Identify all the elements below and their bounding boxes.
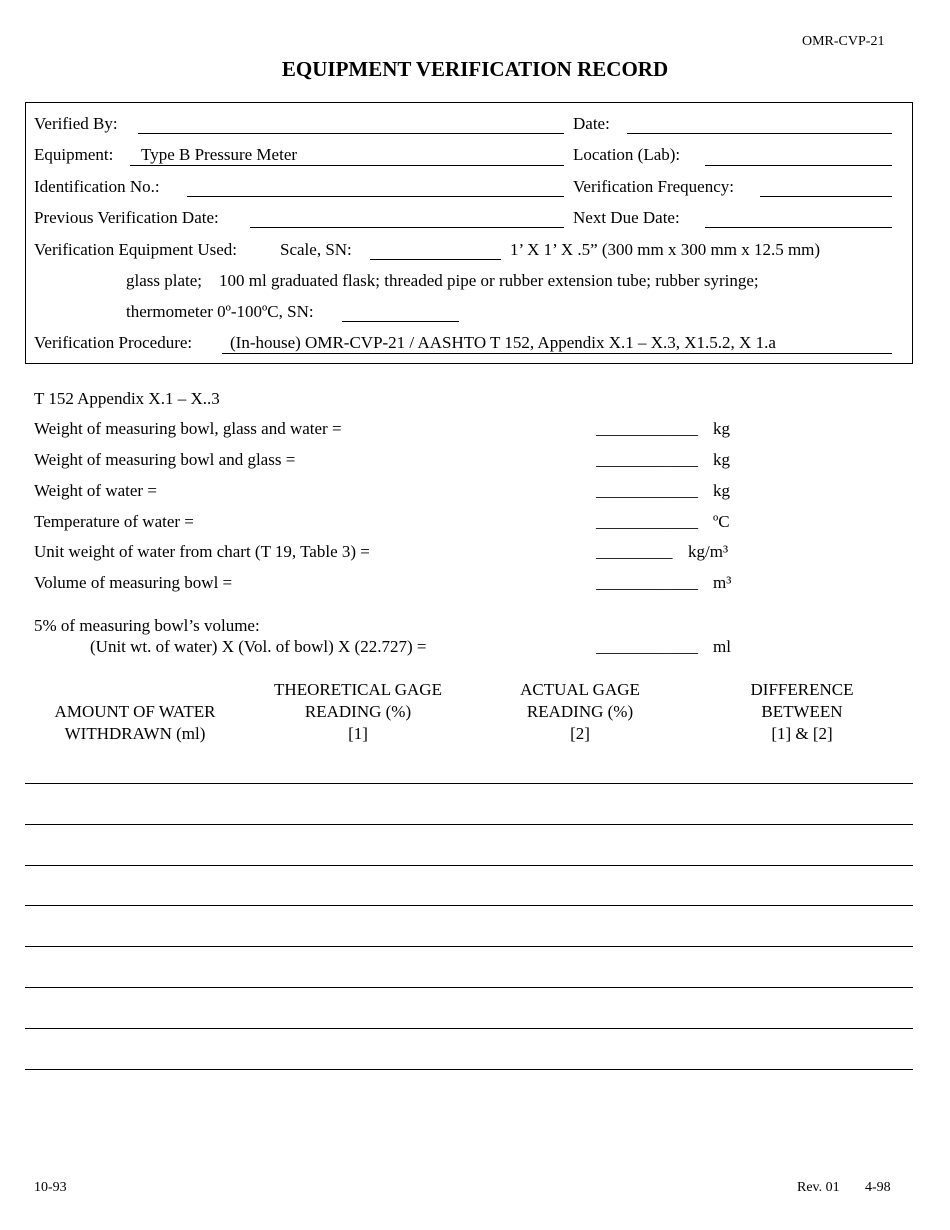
formula-label: (Unit wt. of water) X (Vol. of bowl) X (22.727) = bbox=[90, 637, 427, 656]
scale-sn-field[interactable] bbox=[370, 259, 501, 260]
column-header-line: AMOUNT OF WATER bbox=[54, 702, 216, 721]
location-label: Location (Lab): bbox=[573, 145, 681, 164]
calc-row-unit: ºC bbox=[713, 512, 730, 531]
calc-row-label: Weight of water = bbox=[34, 481, 157, 500]
calc-section-title: T 152 Appendix X.1 – X..3 bbox=[34, 389, 220, 408]
next-due-field[interactable] bbox=[705, 227, 892, 228]
column-header-line: READING (%) bbox=[526, 702, 634, 721]
verified-by-label: Verified By: bbox=[34, 114, 118, 133]
procedure-value[interactable]: (In-house) OMR-CVP-21 / AASHTO T 152, Appendix X.1 – X.3, X1.5.2, X 1.a bbox=[230, 333, 776, 352]
column-header-amount-withdrawn bbox=[30, 679, 240, 745]
column-header-line: ACTUAL GAGE bbox=[520, 680, 640, 699]
column-header-difference bbox=[702, 679, 902, 745]
equipment-label: Equipment: bbox=[34, 145, 114, 164]
equipment-used-line2: glass plate; 100 ml graduated flask; threaded pipe or rubber extension tube; rubber syringe; bbox=[126, 271, 759, 290]
calc-row-unit: kg bbox=[713, 481, 730, 500]
column-header-line: THEORETICAL GAGE bbox=[274, 680, 442, 699]
equipment-used-line3: thermometer 0º-100ºC, SN: bbox=[126, 302, 314, 321]
identification-label: Identification No.: bbox=[34, 177, 160, 196]
percent-volume-label: 5% of measuring bowl’s volume: bbox=[34, 616, 260, 635]
equipment-value[interactable]: Type B Pressure Meter bbox=[141, 145, 298, 164]
footer-left-code: 10-93 bbox=[34, 1180, 67, 1195]
table-row[interactable] bbox=[25, 865, 913, 866]
calc-row-blank[interactable]: _________ bbox=[596, 542, 673, 561]
header-info-box bbox=[25, 102, 913, 364]
document-code: OMR-CVP-21 bbox=[802, 34, 885, 49]
column-header-line: BETWEEN bbox=[761, 702, 843, 721]
thermometer-sn-field[interactable] bbox=[342, 321, 459, 322]
page-title: EQUIPMENT VERIFICATION RECORD bbox=[281, 57, 669, 81]
column-header-line: DIFFERENCE bbox=[750, 680, 854, 699]
calc-row-blank[interactable]: ____________ bbox=[596, 419, 698, 438]
calc-row-label: Weight of measuring bowl and glass = bbox=[34, 450, 296, 469]
identification-field[interactable] bbox=[187, 196, 564, 197]
table-row[interactable] bbox=[25, 946, 913, 947]
footer-revision-date: 4-98 bbox=[865, 1180, 891, 1195]
calc-row-unit: kg bbox=[713, 450, 730, 469]
calc-row-blank[interactable]: ____________ bbox=[596, 450, 698, 469]
table-row[interactable] bbox=[25, 1069, 913, 1070]
date-field[interactable] bbox=[627, 133, 892, 134]
next-due-label: Next Due Date: bbox=[573, 208, 680, 227]
column-header-line: READING (%) bbox=[304, 702, 412, 721]
calc-row-label: Temperature of water = bbox=[34, 512, 194, 531]
calc-row-label: Unit weight of water from chart (T 19, Table 3) = bbox=[34, 542, 370, 561]
formula-blank[interactable]: ____________ bbox=[596, 637, 698, 656]
column-header-line: WITHDRAWN (ml) bbox=[64, 724, 206, 743]
calc-row-label: Volume of measuring bowl = bbox=[34, 573, 233, 592]
frequency-label: Verification Frequency: bbox=[573, 177, 734, 196]
date-label: Date: bbox=[573, 114, 610, 133]
scale-sn-label: Scale, SN: bbox=[280, 240, 352, 259]
calc-row-unit: kg bbox=[713, 419, 730, 438]
previous-date-label: Previous Verification Date: bbox=[34, 208, 219, 227]
calc-row-label: Weight of measuring bowl, glass and water = bbox=[34, 419, 342, 438]
equipment-field-line bbox=[130, 165, 564, 166]
calc-row-blank[interactable]: ____________ bbox=[596, 481, 698, 500]
calc-row-blank[interactable]: ____________ bbox=[596, 512, 698, 531]
table-row[interactable] bbox=[25, 783, 913, 784]
table-row[interactable] bbox=[25, 1028, 913, 1029]
column-header-line: [1] bbox=[348, 724, 368, 743]
column-header-line bbox=[30, 679, 240, 701]
equipment-used-line1: 1’ X 1’ X .5” (300 mm x 300 mm x 12.5 mm) bbox=[510, 240, 821, 259]
verified-by-field[interactable] bbox=[138, 133, 564, 134]
previous-date-field[interactable] bbox=[250, 227, 564, 228]
procedure-field-line bbox=[222, 353, 892, 354]
calc-row-unit: m³ bbox=[713, 573, 732, 592]
column-header-theoretical bbox=[248, 679, 468, 745]
frequency-field[interactable] bbox=[760, 196, 892, 197]
column-header-actual bbox=[480, 679, 680, 745]
table-row[interactable] bbox=[25, 824, 913, 825]
table-row[interactable] bbox=[25, 905, 913, 906]
equipment-used-label: Verification Equipment Used: bbox=[34, 240, 238, 259]
table-row[interactable] bbox=[25, 987, 913, 988]
column-header-line: [2] bbox=[570, 724, 590, 743]
formula-unit: ml bbox=[713, 637, 731, 656]
procedure-label: Verification Procedure: bbox=[34, 333, 193, 352]
calc-row-unit: kg/m³ bbox=[688, 542, 729, 561]
footer-revision: Rev. 01 bbox=[797, 1180, 840, 1195]
column-header-line: [1] & [2] bbox=[771, 724, 833, 743]
location-field[interactable] bbox=[705, 165, 892, 166]
calc-row-blank[interactable]: ____________ bbox=[596, 573, 698, 592]
